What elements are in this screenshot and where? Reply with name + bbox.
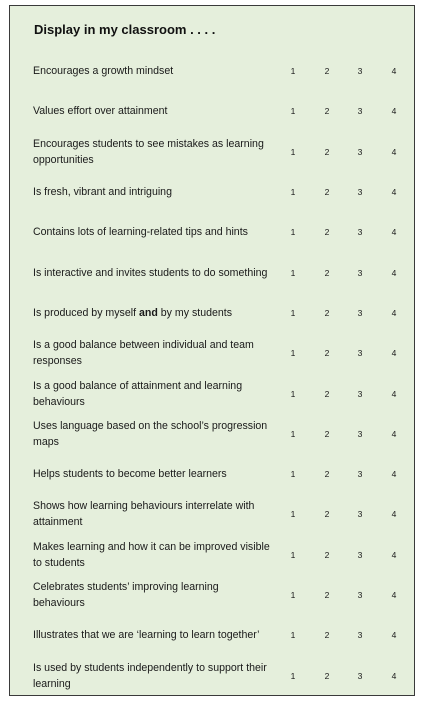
rating-option-1[interactable]: 1 [290, 267, 296, 278]
rating-option-3[interactable]: 3 [357, 630, 363, 641]
rating-option-2[interactable]: 2 [324, 469, 330, 480]
statement-text [33, 305, 273, 321]
statement-row [10, 494, 414, 534]
statement-text: Is used by students independently to support their learning [33, 661, 267, 690]
statement-text-part: by my students [157, 306, 233, 319]
rating-option-2[interactable]: 2 [324, 307, 330, 318]
rating-option-3[interactable]: 3 [357, 267, 363, 278]
rating-option-3[interactable]: 3 [357, 348, 363, 359]
rating-option-1[interactable]: 1 [290, 549, 296, 560]
rating-option-4[interactable]: 4 [391, 227, 397, 238]
statement-text: Is a good balance between individual and team responses [33, 339, 254, 368]
statement-row [10, 373, 414, 413]
statement-text: Values effort over attainment [33, 105, 168, 118]
rating-option-3[interactable]: 3 [357, 106, 363, 117]
rating-option-4[interactable]: 4 [391, 187, 397, 198]
statement-text: Uses language based on the school’s progression maps [33, 419, 268, 448]
rating-option-1[interactable]: 1 [290, 388, 296, 399]
rating-option-4[interactable]: 4 [391, 549, 397, 560]
rating-option-3[interactable]: 3 [357, 590, 363, 600]
rating-option-4[interactable]: 4 [391, 348, 397, 359]
statement-text: Encourages a growth mindset [33, 65, 174, 78]
rating-option-2[interactable]: 2 [324, 509, 330, 520]
rating-option-3[interactable]: 3 [357, 187, 363, 198]
rating-option-1[interactable]: 1 [290, 307, 296, 318]
rating-option-3[interactable]: 3 [357, 66, 363, 77]
rating-option-2[interactable]: 2 [324, 106, 330, 117]
rating-option-3[interactable]: 3 [357, 428, 363, 439]
statement-row [10, 414, 414, 454]
rating-option-3[interactable]: 3 [357, 227, 363, 238]
statement-text-part: Is produced by myself [33, 306, 139, 319]
rating-option-1[interactable]: 1 [290, 509, 296, 520]
rating-option-3[interactable]: 3 [357, 307, 363, 318]
statement-row [10, 535, 414, 575]
statement-row [10, 575, 414, 615]
rating-option-4[interactable]: 4 [391, 670, 397, 681]
rating-option-3[interactable]: 3 [357, 388, 363, 399]
statement-text: Illustrates that we are ‘learning to learn together’ [33, 629, 260, 642]
statement-text: Is fresh, vibrant and intriguing [33, 186, 172, 199]
checklist-title: Display in my classroom . . . . [34, 22, 216, 37]
statement-row [10, 132, 414, 172]
rating-option-3[interactable]: 3 [357, 146, 363, 157]
statement-row [10, 51, 414, 91]
rating-option-1[interactable]: 1 [290, 590, 296, 600]
statement-row [10, 172, 414, 212]
statement-text: Encourages students to see mistakes as learning opportunities [33, 137, 264, 166]
rating-option-2[interactable]: 2 [324, 267, 330, 278]
rating-option-4[interactable]: 4 [391, 509, 397, 520]
statement-text: Is a good balance of attainment and learning behaviours [33, 379, 243, 408]
rating-option-4[interactable]: 4 [391, 66, 397, 77]
rating-option-1[interactable]: 1 [290, 630, 296, 641]
statement-emphasis: and [138, 306, 158, 319]
rating-option-1[interactable]: 1 [290, 187, 296, 198]
rating-option-2[interactable]: 2 [324, 187, 330, 198]
statement-row [10, 333, 414, 373]
rating-option-1[interactable]: 1 [290, 469, 296, 480]
rating-option-2[interactable]: 2 [324, 630, 330, 641]
rating-option-4[interactable]: 4 [391, 630, 397, 641]
rating-option-4[interactable]: 4 [391, 428, 397, 439]
rating-option-2[interactable]: 2 [324, 428, 330, 439]
rating-option-4[interactable]: 4 [391, 106, 397, 117]
statement-text: Contains lots of learning-related tips and hints [33, 226, 248, 239]
rating-option-2[interactable]: 2 [324, 348, 330, 359]
rating-option-4[interactable]: 4 [391, 469, 397, 480]
rating-option-1[interactable]: 1 [290, 348, 296, 359]
statement-row [10, 615, 414, 655]
rating-option-3[interactable]: 3 [357, 670, 363, 681]
rating-option-2[interactable]: 2 [324, 590, 330, 600]
rating-option-4[interactable]: 4 [391, 590, 397, 600]
rating-option-2[interactable]: 2 [324, 670, 330, 681]
rating-option-1[interactable]: 1 [290, 670, 296, 681]
statement-text: Is interactive and invites students to do something [33, 266, 268, 279]
statement-row [10, 454, 414, 494]
rating-option-2[interactable]: 2 [324, 66, 330, 77]
rating-option-3[interactable]: 3 [357, 509, 363, 520]
rating-option-4[interactable]: 4 [391, 388, 397, 399]
rating-option-1[interactable]: 1 [290, 227, 296, 238]
statement-row [10, 91, 414, 131]
rating-option-4[interactable]: 4 [391, 307, 397, 318]
statement-list [10, 51, 414, 696]
rating-option-4[interactable]: 4 [391, 267, 397, 278]
statement-row [10, 212, 414, 252]
rating-option-1[interactable]: 1 [290, 66, 296, 77]
rating-option-3[interactable]: 3 [357, 549, 363, 560]
statement-text: Helps students to become better learners [33, 468, 227, 481]
rating-option-3[interactable]: 3 [357, 469, 363, 480]
rating-option-1[interactable]: 1 [290, 106, 296, 117]
statement-text: Celebrates students’ improving learning behaviours [33, 581, 219, 609]
rating-option-2[interactable]: 2 [324, 549, 330, 560]
rating-option-1[interactable]: 1 [290, 146, 296, 157]
rating-option-1[interactable]: 1 [290, 428, 296, 439]
rating-option-2[interactable]: 2 [324, 146, 330, 157]
statement-text: Makes learning and how it can be improved visible to students [33, 540, 270, 569]
statement-row [10, 655, 414, 695]
rating-option-2[interactable]: 2 [324, 227, 330, 238]
statement-row [10, 293, 414, 333]
classroom-display-checklist [9, 5, 415, 696]
rating-option-4[interactable]: 4 [391, 146, 397, 157]
statement-text: Shows how learning behaviours interrelate with attainment [33, 500, 255, 529]
statement-row [10, 252, 414, 292]
rating-option-2[interactable]: 2 [324, 388, 330, 399]
